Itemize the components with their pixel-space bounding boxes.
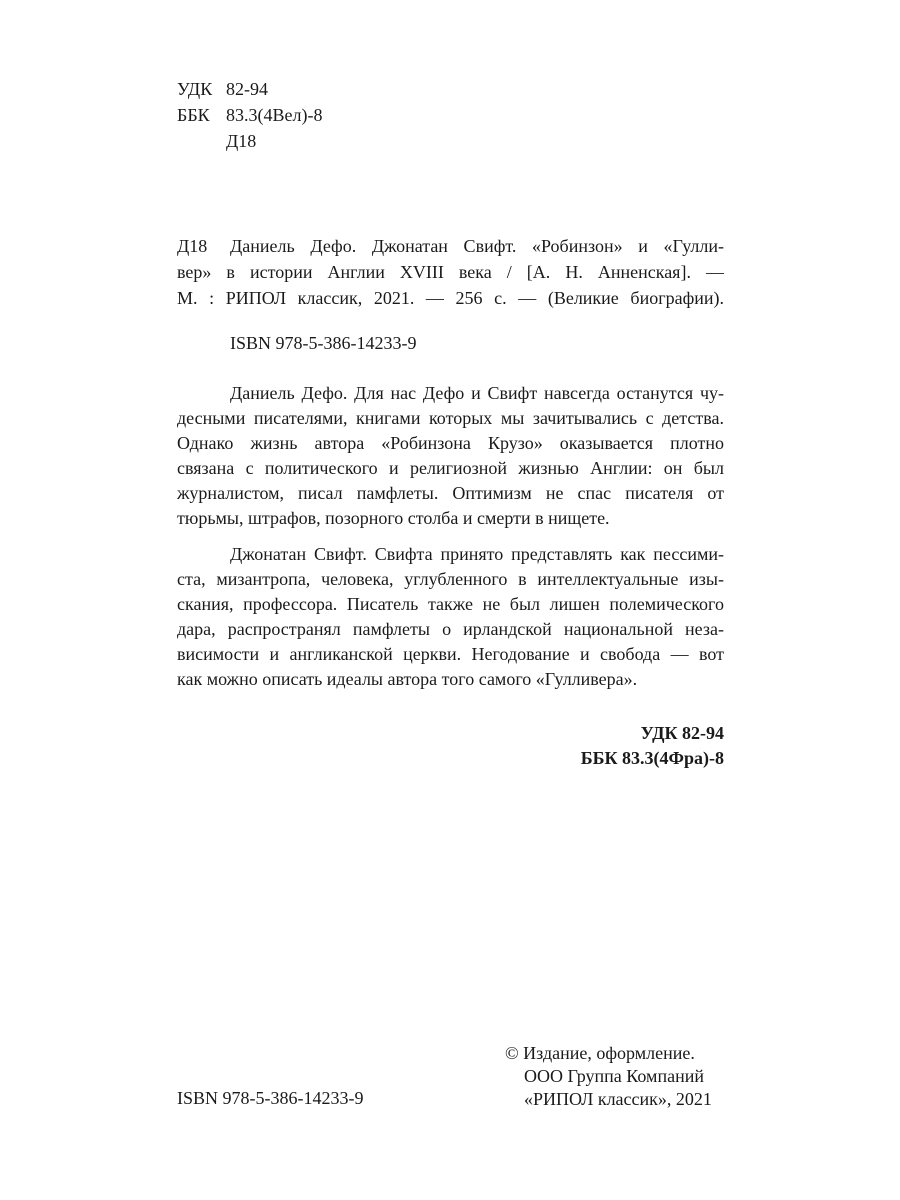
annotation-swift-line: висимости и англиканской церкви. Негодование и свобода — вот (177, 644, 724, 664)
annotation-defoe-line: Даниель Дефо. Для нас Дефо и Свифт навсегда останутся чу- (230, 383, 724, 403)
bibliographic-isbn: ISBN 978-5-386-14233-9 (230, 333, 417, 353)
author-mark: Д18 (226, 131, 257, 151)
copyright-line: ООО Группа Компаний (524, 1066, 704, 1086)
bibliographic-line: М. : РИПОЛ классик, 2021. — 256 с. — (Великие биографии). (177, 288, 724, 308)
annotation-swift-line: как можно описать идеалы автора того самого «Гулливера». (177, 669, 638, 689)
udk-code: УДК 82-94 (640, 723, 724, 743)
bibliographic-line: вер» в истории Англии XVIII века / [А. Н. Анненская]. — (177, 262, 724, 282)
bibliographic-mark: Д18 (177, 236, 208, 256)
bbk-label: ББК (177, 105, 210, 125)
footer-isbn: ISBN 978-5-386-14233-9 (177, 1088, 364, 1108)
udk-label: УДК (177, 79, 213, 99)
annotation-defoe-line: тюрьмы, штрафов, позорного столба и смерти в нищете. (177, 508, 610, 528)
annotation-defoe-line: связана с политического и религиозной жизнью Англии: он был (177, 458, 724, 478)
annotation-swift-line: Джонатан Свифт. Свифта принято представлять как пессими- (230, 544, 724, 564)
annotation-swift-line: дара, распространял памфлеты о ирландской национальной неза- (177, 619, 724, 639)
annotation-swift-line: ста, мизантропа, человека, углубленного в интеллектуальные изы- (177, 569, 724, 589)
bibliographic-line: Даниель Дефо. Джонатан Свифт. «Робинзон» и «Гулли- (230, 236, 724, 256)
annotation-defoe-line: десными писателями, книгами которых мы зачитывались с детства. (177, 408, 724, 428)
udk-value: 82-94 (226, 79, 268, 99)
annotation-swift-line: скания, профессора. Писатель также не был лишен полемического (177, 594, 724, 614)
copyright-line: © Издание, оформление. (505, 1043, 695, 1063)
copyright-line: «РИПОЛ классик», 2021 (524, 1089, 712, 1109)
bbk-code: ББК 83.3(4Фра)-8 (580, 748, 724, 768)
annotation-defoe-line: журналистом, писал памфлеты. Оптимизм не спас писателя от (177, 483, 724, 503)
annotation-defoe-line: Однако жизнь автора «Робинзона Крузо» оказывается плотно (177, 433, 724, 453)
bbk-value: 83.3(4Вел)-8 (226, 105, 323, 125)
